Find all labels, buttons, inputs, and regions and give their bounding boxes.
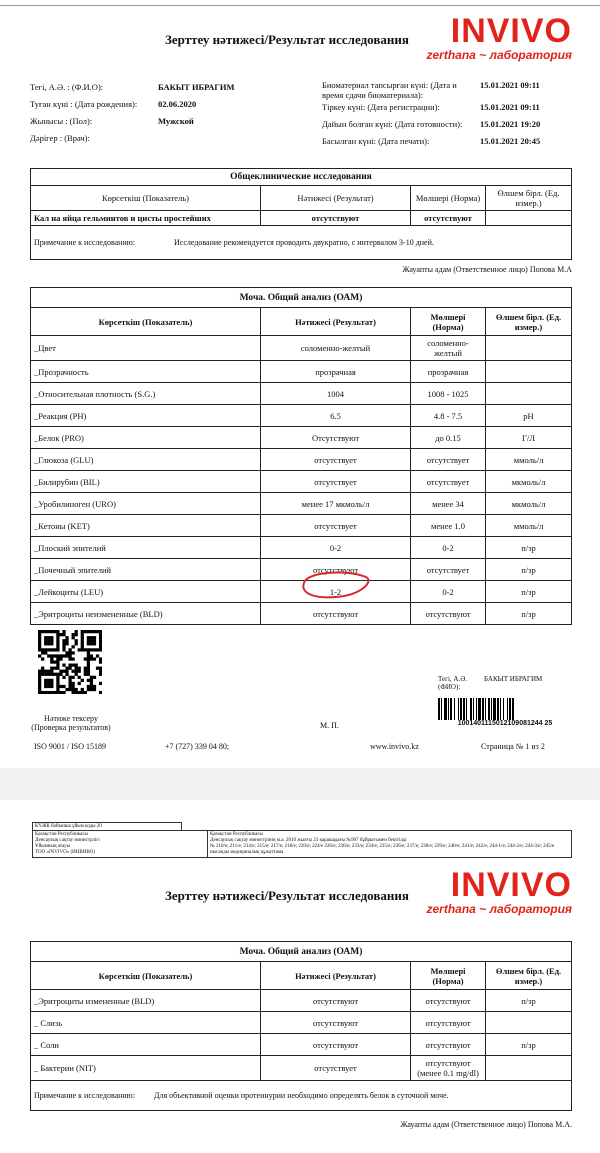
indicator-cell: _Реакция (PH) [31, 405, 261, 427]
qr-code[interactable] [38, 630, 102, 694]
indicator-cell: _Белок (PRO) [31, 427, 261, 449]
unit-cell [486, 383, 572, 405]
col-header: Нәтижесі (Результат) [261, 186, 411, 211]
col-header: Көрсеткіш (Показатель) [31, 308, 261, 336]
col-header: Нәтижесі (Результат) [261, 308, 411, 336]
page-number: Страница № 1 из 2 [481, 742, 545, 751]
norm-cell: отсутствует [411, 449, 486, 471]
unit-cell: ммоль/л [486, 515, 572, 537]
bio-date-value: 15.01.2021 09:11 [480, 80, 540, 90]
cell: отсутствуют [261, 211, 411, 226]
dates-info [322, 80, 572, 153]
indicator-cell: _ Соли [31, 1034, 261, 1056]
name-value: БАКЫТ ИБРАГИМ [158, 82, 235, 92]
indicator-cell: _Цвет [31, 336, 261, 361]
ready-date-label: Дайын болған күні: (Дата готовности): [322, 119, 463, 129]
patient-info [30, 82, 310, 150]
result-cell: 1004 [261, 383, 411, 405]
unit-cell: п/зр [486, 559, 572, 581]
table-row [31, 449, 572, 471]
unit-cell: pH [486, 405, 572, 427]
unit-cell: п/зр [486, 1034, 572, 1056]
page-title: Зерттеу нәтижесі/Результат исследования [165, 32, 409, 47]
print-date-label: Басылған күні: (Дата печати): [322, 136, 430, 146]
stamp-line: ТОО «INVIVO» (ИНВИВО) [35, 850, 95, 855]
norm-cell: 4.8 - 7.5 [411, 405, 486, 427]
norm-cell: до 0.15 [411, 427, 486, 449]
indicator-cell: _Кетоны (KET) [31, 515, 261, 537]
urine-analysis-section-2 [30, 941, 572, 1129]
result-cell: отсутствует [261, 1056, 411, 1081]
unit-cell: п/зр [486, 603, 572, 625]
result-cell: отсутствуют [261, 990, 411, 1012]
result-page-2 [0, 800, 600, 1153]
table-row [31, 427, 572, 449]
col-header: Көрсеткіш (Показатель) [31, 186, 261, 211]
result-cell: отсутствуют [261, 1034, 411, 1056]
indicator-cell: _Эритроциты измененные (BLD) [31, 990, 261, 1012]
indicator-cell: _ Бактерии (NIT) [31, 1056, 261, 1081]
norm-cell: менее 34 [411, 493, 486, 515]
unit-cell: п/зр [486, 990, 572, 1012]
cell: Кал на яйца гельминтов и цисты простейших [31, 211, 261, 226]
note-row [31, 1081, 572, 1111]
logo-brand: INVIVO [450, 866, 572, 904]
page-title: Зерттеу нәтижесі/Результат исследования [165, 888, 409, 903]
table-row [31, 1012, 572, 1034]
stamp-line: Қазақстан Республикасы [35, 832, 88, 837]
stamp-line: Қазақстан Республикасы [210, 832, 263, 837]
sex-value: Мужской [158, 116, 194, 126]
stamp-line: Денсаулық сақтау министрлігі [35, 838, 100, 843]
dob-value: 02.06.2020 [158, 99, 197, 109]
stamp-line: Денсаулық сақтау министрінің м.а. 2010 жылғы 23 қарашадағы №907 бұйрығымен бекітілді [210, 838, 407, 843]
unit-cell: мкмоль/л [486, 471, 572, 493]
result-cell: отсутствует [261, 471, 411, 493]
col-header: Көрсеткіш (Показатель) [31, 962, 261, 990]
table-row [31, 515, 572, 537]
fio-value: БАКЫТ ИБРАГИМ [484, 675, 543, 683]
barcode-number: 1001401115012109081244 25 [457, 720, 553, 727]
print-date-value: 15.01.2021 20:45 [480, 136, 541, 146]
general-clinical-table [30, 168, 572, 260]
table-row [31, 471, 572, 493]
unit-cell [486, 1056, 572, 1081]
norm-cell: 1008 - 1025 [411, 383, 486, 405]
norm-cell: отсутствуют [411, 990, 486, 1012]
indicator-cell: _Прозрачность [31, 361, 261, 383]
norm-cell: соломенно-желтый [411, 336, 486, 361]
logo-brand: INVIVO [450, 12, 572, 50]
table-row [31, 405, 572, 427]
unit-cell [486, 1012, 572, 1034]
cell: отсутствуют [411, 211, 486, 226]
indicator-cell: _Билирубин (BIL) [31, 471, 261, 493]
stamp-left [33, 831, 208, 858]
urine-analysis-table-2 [30, 941, 572, 1111]
table-row [31, 383, 572, 405]
table-row [31, 336, 572, 361]
col-header: Өлшем бірл. (Ед. измер.) [486, 308, 572, 336]
norm-cell: отсутствует [411, 471, 486, 493]
col-header: Өлшем бірл. (Ед. измер.) [486, 186, 572, 211]
indicator-cell: _Уробилиноген (URO) [31, 493, 261, 515]
col-header: Мөлшері (Норма) [411, 962, 486, 990]
norm-cell: отсутствуют [411, 1034, 486, 1056]
unit-cell: Г/Л [486, 427, 572, 449]
col-header: Нәтижесі (Результат) [261, 962, 411, 990]
invivo-logo [427, 868, 573, 916]
barcode [438, 698, 572, 727]
ready-date-value: 15.01.2021 19:20 [480, 119, 541, 129]
official-stamp-table [32, 830, 572, 858]
indicator-cell: _Лейкоциты (LEU) [31, 581, 261, 603]
norm-cell: 0-2 [411, 537, 486, 559]
responsible-person: Жауапты адам (Ответственное лицо) Попова М.А [402, 265, 572, 274]
indicator-cell: _ Слизь [31, 1012, 261, 1034]
unit-cell: мкмоль/л [486, 493, 572, 515]
reg-date-value: 15.01.2021 09:11 [480, 102, 540, 112]
stamp-line: № 210/е; 211/е; 214/е; 215/е; 217/е; 218/е; 220/е; 224/е 226/е; 230/е; 233/е; 234/е; 235/е; 236/е; 237/е; 238/е; 239/е; 240/е; 241/е; 242/е; 244-1/е; 244-2/е; 244-3/е; 245/е нысанды медициналық құжаттама [210, 844, 555, 855]
name-label: Тегі, А.Ә. : (Ф.И.О): [30, 82, 104, 92]
section-title: Общеклинические исследования [31, 169, 572, 186]
table-row [31, 361, 572, 383]
result-cell: отсутствует [261, 449, 411, 471]
note-text: Исследование рекомендуется проводить двукратно, с интервалом 3-10 дней. [174, 238, 434, 247]
table-row [31, 1034, 572, 1056]
dob-label: Туған күні : (Дата рождения): [30, 99, 138, 109]
result-cell: 6.5 [261, 405, 411, 427]
bio-date-label: Биоматериал тапсырған күні: (Дата и время сдачи биоматериала): [322, 80, 457, 100]
note-label: Примечание к исследованию: [34, 1091, 135, 1100]
general-clinical-section [30, 168, 572, 274]
website-link[interactable]: www.invivo.kz [370, 742, 419, 751]
section-title: Моча. Общий анализ (ОАМ) [31, 942, 572, 962]
unit-cell: ммоль/л [486, 449, 572, 471]
table-row [31, 493, 572, 515]
unit-cell [486, 361, 572, 383]
logo-tagline: zerthana ~ лаборатория [426, 902, 572, 916]
note-row [31, 226, 572, 260]
stamp-line: Ұйымның атауы [35, 844, 70, 849]
fio-label: Тегі, А.Ә. (ФИО): [438, 675, 468, 691]
col-header: Мөлшері (Норма) [411, 308, 486, 336]
reg-date-label: Тіркеу күні: (Дата регистрации): [322, 102, 440, 112]
qr-code-pattern [38, 630, 102, 694]
phone-label: +7 (727) 339 04 80; [165, 742, 230, 751]
invivo-logo [427, 14, 573, 62]
note-label: Примечание к исследованию: [34, 238, 135, 247]
result-cell: соломенно-желтый [261, 336, 411, 361]
note-text: Для объективной оценки протеинурии необходимо определять белок в суточной моче. [154, 1091, 449, 1100]
form-code: КҮЖК бойынша ұйым коды 20 [32, 822, 182, 831]
result-cell: менее 17 мкмоль/л [261, 493, 411, 515]
result-cell: отсутствуют [261, 1012, 411, 1034]
table-row [31, 211, 572, 226]
norm-cell: отсутствуют [411, 603, 486, 625]
unit-cell: п/зр [486, 581, 572, 603]
norm-cell: отсутствуют [411, 1012, 486, 1034]
indicator-cell: _Плоский эпителий [31, 537, 261, 559]
sex-label: Жынысы : (Пол): [30, 116, 93, 126]
indicator-cell: _Глюкоза (GLU) [31, 449, 261, 471]
table-row [31, 990, 572, 1012]
result-cell: 1-2 [261, 581, 411, 603]
result-cell: отсутствуют [261, 603, 411, 625]
result-cell: прозрачная [261, 361, 411, 383]
norm-cell: 0-2 [411, 581, 486, 603]
fio-block [438, 675, 572, 691]
section-title: Моча. Общий анализ (ОАМ) [31, 288, 572, 308]
table-row [31, 1056, 572, 1081]
table-row [31, 603, 572, 625]
indicator-cell: _Эритроциты неизмененные (BLD) [31, 603, 261, 625]
stamp-right [208, 831, 572, 858]
responsible-person: Жауапты адам (Ответственное лицо) Попова М.А. [400, 1120, 572, 1129]
iso-label: ISO 9001 / ISO 15189 [34, 742, 107, 751]
indicator-cell: _Почечный эпителий [31, 559, 261, 581]
norm-cell: отсутствуют (менее 0.1 mg/dl) [411, 1056, 486, 1081]
norm-cell: отсутствует [411, 559, 486, 581]
doctor-label: Дәрігер : (Врач): [30, 133, 90, 143]
norm-cell: прозрачная [411, 361, 486, 383]
result-cell: отсутствует [261, 515, 411, 537]
indicator-cell: _Относительная плотность (S.G.) [31, 383, 261, 405]
result-cell: Отсутствуют [261, 427, 411, 449]
unit-cell [486, 336, 572, 361]
verify-results-label: Нәтиже тексеру (Проверка результатов) [31, 714, 111, 732]
unit-cell: п/зр [486, 537, 572, 559]
col-header: Өлшем бірл. (Ед. измер.) [486, 962, 572, 990]
result-cell: 0-2 [261, 537, 411, 559]
result-cell: отсутствуют [261, 559, 411, 581]
handdrawn-circle-annotation [296, 567, 376, 603]
norm-cell: менее 1.0 [411, 515, 486, 537]
barcode-bars [438, 698, 572, 720]
col-header: Мөлшері (Норма) [411, 186, 486, 211]
logo-tagline: zerthana ~ лаборатория [426, 48, 572, 62]
top-cut-header [0, 0, 600, 6]
table-row [31, 537, 572, 559]
stamp-placeholder: М. П. [320, 721, 339, 730]
cell [486, 211, 572, 226]
